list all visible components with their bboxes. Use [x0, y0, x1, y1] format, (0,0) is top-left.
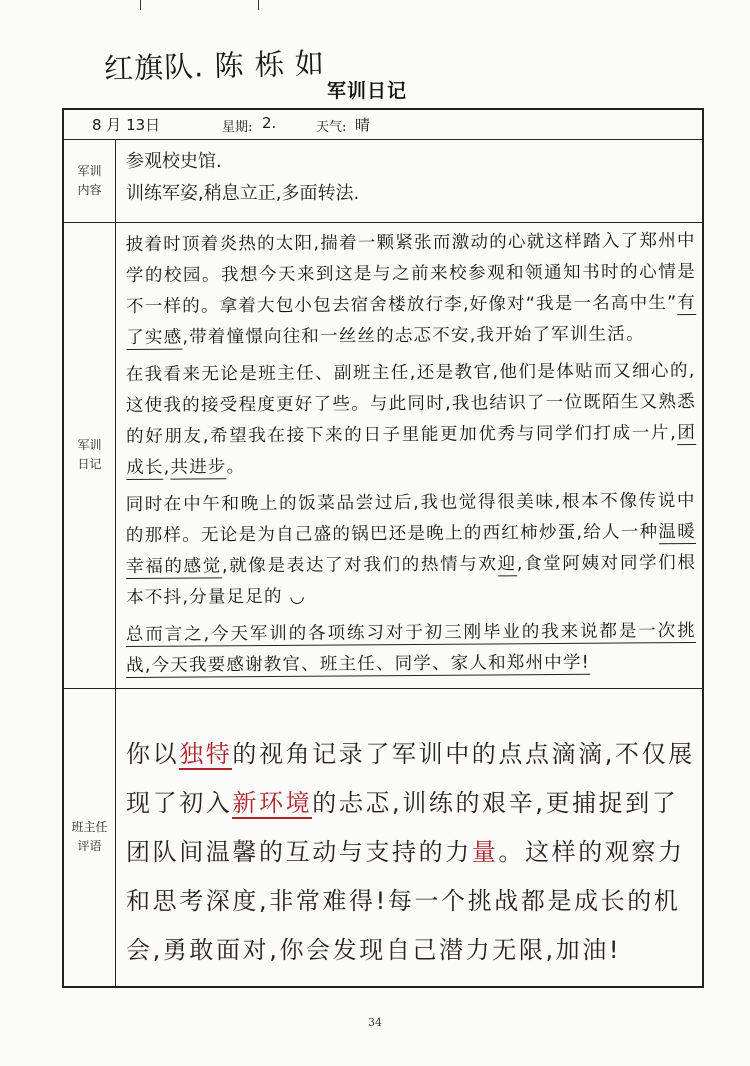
- comment-highlight: 新环境: [232, 789, 313, 817]
- row-divider: [64, 688, 702, 689]
- content-label-cell: [64, 140, 116, 222]
- weekday-label: 星期:: [222, 120, 253, 135]
- diary-label-cell: [64, 222, 116, 688]
- weather-label: 天气:: [316, 120, 347, 135]
- diary-text: 披着时顶着炎热的太阳,揣着一颗紧张而激动的心就这样踏入了郑州中学的校园。我想今天来到这是与之前来校参观和领通知书时的心情是不一样的。拿着大包小包去宿舍楼放行李,好像对“我是一名高中生”: [125, 231, 696, 317]
- comment-text: 的忐忑,训练的艰辛,更捕捉到了团队间温馨的互动与支持的力: [126, 789, 679, 866]
- comment-highlight: 量: [471, 838, 499, 866]
- page-number: 34: [368, 1016, 382, 1029]
- diary-paragraph: 在我看来无论是班主任、副班主任,还是教官,他们是体贴而又细心的,这使我的接受程度更好了些。与此同时,我也结识了一位既陌生又熟悉的好朋友,希望我在接下来的日子里能更加优秀与同学们打成一片,团成长,共进步。: [125, 361, 697, 478]
- diary-paragraph: [126, 226, 697, 354]
- top-edge-tick: [140, 0, 141, 10]
- teacher-comment: [126, 730, 701, 975]
- underlined-text: 共进步: [170, 457, 227, 478]
- training-content-text: 参观校史馆. 训练军姿,稍息立正,多面转法.: [126, 151, 360, 204]
- comment-text: 。这样的观察力和思考深度,非常难得!每一个挑战都是成长的机会,勇敢面对,你会发现自己潜力无限,加油!: [126, 838, 685, 964]
- diary-paragraph: [126, 616, 696, 682]
- weather-value: 晴: [355, 116, 371, 134]
- diary-text: ,带着憧憬向往和一丝丝的忐忑不安,我开始了军训生活。: [182, 324, 645, 348]
- diary-text: 同时在中午和晚上的饭菜品尝过后,我也觉得很美味,根本不像传说中的那样。无论是为自己盛的锅巴还是晚上的西红柿炒蛋,给人一种: [125, 491, 696, 546]
- underlined-text: 有了实感: [126, 293, 697, 348]
- row-divider: [64, 222, 702, 223]
- comment-label-cell: [64, 688, 116, 986]
- comment-text: 的视角记录了军训中的点点滴滴,不仅展现了初入: [126, 740, 695, 817]
- diary-entry: [126, 228, 696, 686]
- content-label: 军训 内容: [77, 164, 102, 197]
- comment-text: 你以: [126, 740, 180, 768]
- diary-text: 总而言之,今天军训的各项练习对于初三刚毕业的我来说都是一次挑战,今天我要感谢教官、班主任、同学、家人和郑州中学!: [125, 621, 696, 676]
- underlined-text: 迎: [497, 554, 517, 575]
- diary-text: ,就像是表达了对我们的热情与欢: [221, 554, 498, 577]
- underlined-text: 团成长: [126, 423, 697, 478]
- comment-label: 班主任 评语: [71, 820, 108, 853]
- diary-label: 军训 日记: [77, 438, 102, 471]
- top-edge-tick: [258, 0, 259, 10]
- comment-highlight: 独特: [179, 740, 233, 768]
- weekday-value: 2.: [262, 114, 277, 132]
- diary-text: ,食堂阿姨对同学们根本不抖,分量足足的 ◡: [126, 553, 697, 608]
- diary-text: 。: [226, 457, 246, 478]
- date-row: [64, 110, 702, 140]
- diary-form: [62, 108, 704, 988]
- team-name-handwritten: 红旗队. 陈 栎 如: [103, 46, 326, 86]
- diary-paragraph: [126, 486, 697, 614]
- diary-text: 在我看来无论是班主任、副班主任,还是教官,他们是体贴而又细心的,这使我的接受程度更好了些。与此同时,我也结识了一位既陌生又熟悉的好朋友,希望我在接下来的日子里能更加优秀与同学们打成一片,: [125, 361, 696, 447]
- date-value: 8 月 13日: [92, 116, 161, 134]
- underlined-text: 温暖幸福的感觉: [126, 522, 696, 577]
- page-title: 军训日记: [327, 80, 408, 102]
